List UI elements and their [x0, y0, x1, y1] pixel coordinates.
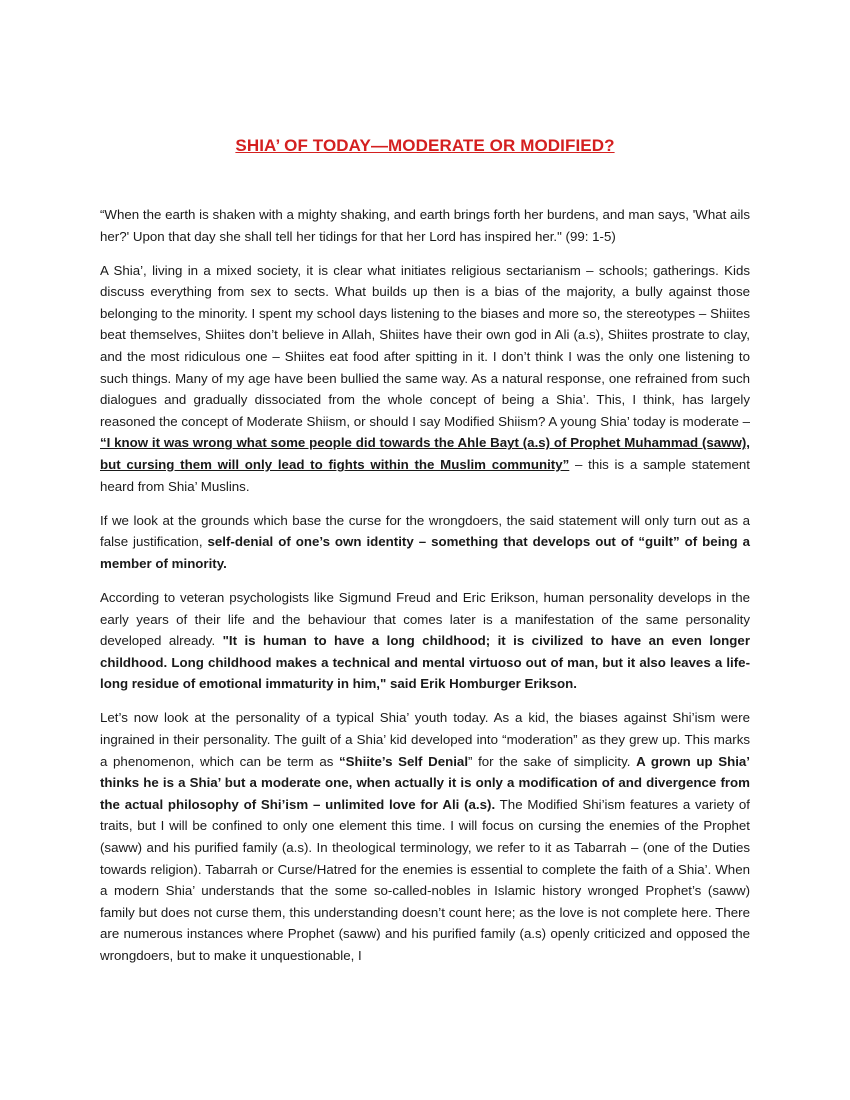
bold-text: “Shiite’s Self Denial — [339, 753, 469, 769]
paragraph-text: According to veteran psychologists like Sigmund Freud and Eric Erikson, human personality develops in the early years of their life and the behaviour that comes later is a manifestation of the same personality developed already. — [100, 590, 750, 649]
quoted-statement: “I know it was wrong what some people did towards the Ahle Bayt (a.s) of Prophet Muhammad (saww), but cursing them will only lead to fights within the Muslim community” — [100, 435, 750, 473]
quran-verse-paragraph: “When the earth is shaken with a mighty shaking, and earth brings forth her burdens, and man says, 'What ails her?' Upon that day she shall tell her tidings for that her Lord has inspired her." (99: 1-5) — [100, 207, 750, 244]
erikson-quote: "It is human to have a long childhood; it is civilized to have an even longer childhood. Long childhood makes a technical and mental virtuoso out of man, but it also leaves a life-long residue of emotional immaturity in him," said Erik Homburger Erikson. — [100, 633, 750, 692]
paragraph-text: If we look at the grounds which base the curse for the wrongdoers, the said statement will only turn out as a false justification, — [100, 512, 750, 550]
paragraph-shia-youth — [100, 707, 750, 966]
document-body — [100, 204, 750, 979]
paragraph-text: ” for the sake of simplicity. — [468, 753, 637, 769]
paragraph-text: Let’s now look at the personality of a typical Shia’ youth today. As a kid, the biases against Shi’ism were ingrained in their personality. The guilt of a Shia’ kid developed into “moderation” as they grew up. This marks a phenomenon, which can be term as — [100, 710, 750, 769]
paragraph-text: – this is a sample statement heard from Shia’ Muslins. — [100, 457, 750, 494]
bold-text: A grown up Shia’ thinks he is a Shia’ but a moderate one, when actually it is only a modification of and divergence from the actual philosophy of Shi’ism – unlimited love for Ali (a.s). — [100, 753, 750, 812]
document-title: SHIA’ OF TODAY—MODERATE OR MODIFIED? — [235, 136, 615, 155]
paragraph-text: The Modified Shi’ism features a variety of traits, but I will be confined to only one element this time. I will focus on cursing the enemies of the Prophet (saww) and his purified family (a.s). In theological terminology, we refer to it as Tabarrah – (one of the Duties towards religion). Tabarrah or Curse/Hatred for the enemies is essential to complete the faith of a Shia’. When a modern Shia’ understands that the some so-called-nobles in Islamic history wronged Prophet’s (saww) family but does not curse them, this understanding doesn’t count here; as the love is not complete here. There are numerous instances where Prophet (saww) and his purified family (a.s) openly criticized and opposed the wrongdoers, but to make it unquestionable, I — [100, 796, 750, 963]
paragraph-shia-society — [100, 260, 750, 498]
paragraph-grounds — [100, 510, 750, 575]
paragraph-psychology — [100, 587, 750, 695]
paragraph-text: A Shia’, living in a mixed society, it is clear what initiates religious sectarianism – schools; gatherings. Kids discuss everything from sex to sects. What builds up then is a bias of the majority, a bully against those belonging to the minority. I spent my school days listening to the biases and more so, the stereotypes – Shiites beat themselves, Shiites don’t believe in Allah, Shiites have their own god in Ali (a.s), Shiites prostrate to clay, and the most ridiculous one – Shiites eat food after spitting in it. I don’t think I was the only one listening to such things. Many of my age have been bullied the same way. As a natural response, one refrained from such dialogues and gradually dissociated from the whole concept of being a Shia’. This, I think, has largely reasoned the concept of Moderate Shiism, or should I say Modified Shiism? A young Shia’ today is moderate – — [100, 262, 750, 429]
bold-text: self-denial of one’s own identity – something that develops out of “guilt” of being a member of minority. — [100, 534, 750, 571]
